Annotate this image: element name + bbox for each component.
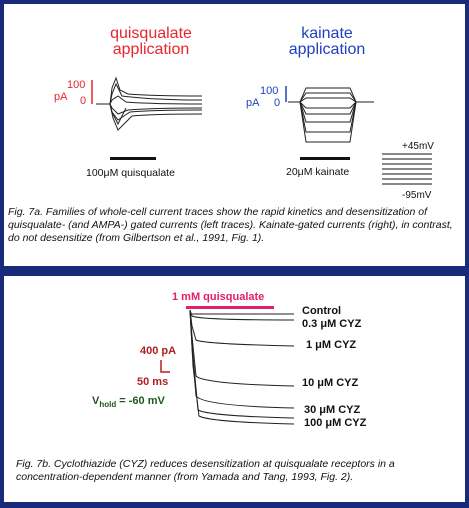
figure-7b-panel	[4, 276, 465, 502]
vstep-bottom-label: -95mV	[402, 190, 432, 201]
figure-7b-caption: Fig. 7b. Cyclothiazide (CYZ) reduces desensitization at quisqualate receptors in a concentration-dependent manner (from Yamada and Tang, 1993, Fig. 2).	[16, 458, 395, 483]
scale-time-label: 50 ms	[137, 376, 169, 388]
quisqualate-application-bar	[110, 157, 156, 160]
trace-label-cyz-100: 100 μM CYZ	[304, 417, 367, 429]
agonist-application-bar	[186, 306, 274, 309]
quisqualate-bar-label: 100μM quisqualate	[86, 167, 175, 179]
quis-scale-100: 100	[67, 79, 86, 91]
quis-scale-unit: pA	[54, 91, 68, 103]
trace-label-cyz-30: 30 μM CYZ	[304, 404, 361, 416]
kain-scale-0: 0	[274, 97, 281, 109]
trace-label-cyz-0.3: 0.3 μM CYZ	[302, 318, 362, 330]
cyz-traces	[190, 310, 294, 424]
kainate-traces	[288, 88, 374, 142]
figure-7a-caption: Fig. 7a. Families of whole-cell current traces show the rapid kinetics and desensitization of quisqualate- (and AMPA-) gated currents (left traces). Kainate-gated currents (right), in contrast, do not desensitize (from Gilbertson et al., 1991, Fig. 1).	[8, 206, 453, 244]
trace-label-control: Control	[302, 305, 342, 317]
quis-scale-0: 0	[80, 95, 87, 107]
scale-current-label: 400 pA	[140, 345, 177, 357]
kainate-bar-label: 20μM kainate	[286, 166, 350, 178]
kainate-title-line2: application	[288, 41, 366, 58]
vhold-label: $V_{hold} = -60$ mV	[92, 395, 165, 409]
vstep-top-label: +45mV	[402, 141, 434, 152]
kainate-application-bar	[300, 157, 350, 160]
scale-bar	[161, 360, 170, 372]
trace-label-cyz-10: 10 μM CYZ	[302, 377, 359, 389]
voltage-step-protocol	[382, 154, 432, 184]
quisqualate-title-line2: application	[112, 41, 190, 58]
figure-7a-panel	[4, 4, 465, 266]
kain-scale-100: 100	[260, 85, 279, 97]
kainate-title-line1: kainate	[301, 25, 353, 42]
trace-label-cyz-1: 1 μM CYZ	[306, 339, 357, 351]
quisqualate-title-line1: quisqualate	[110, 25, 192, 42]
quisqualate-traces	[96, 78, 202, 130]
agonist-label: 1 mM quisqualate	[172, 291, 265, 303]
kain-scale-unit: pA	[246, 97, 260, 109]
